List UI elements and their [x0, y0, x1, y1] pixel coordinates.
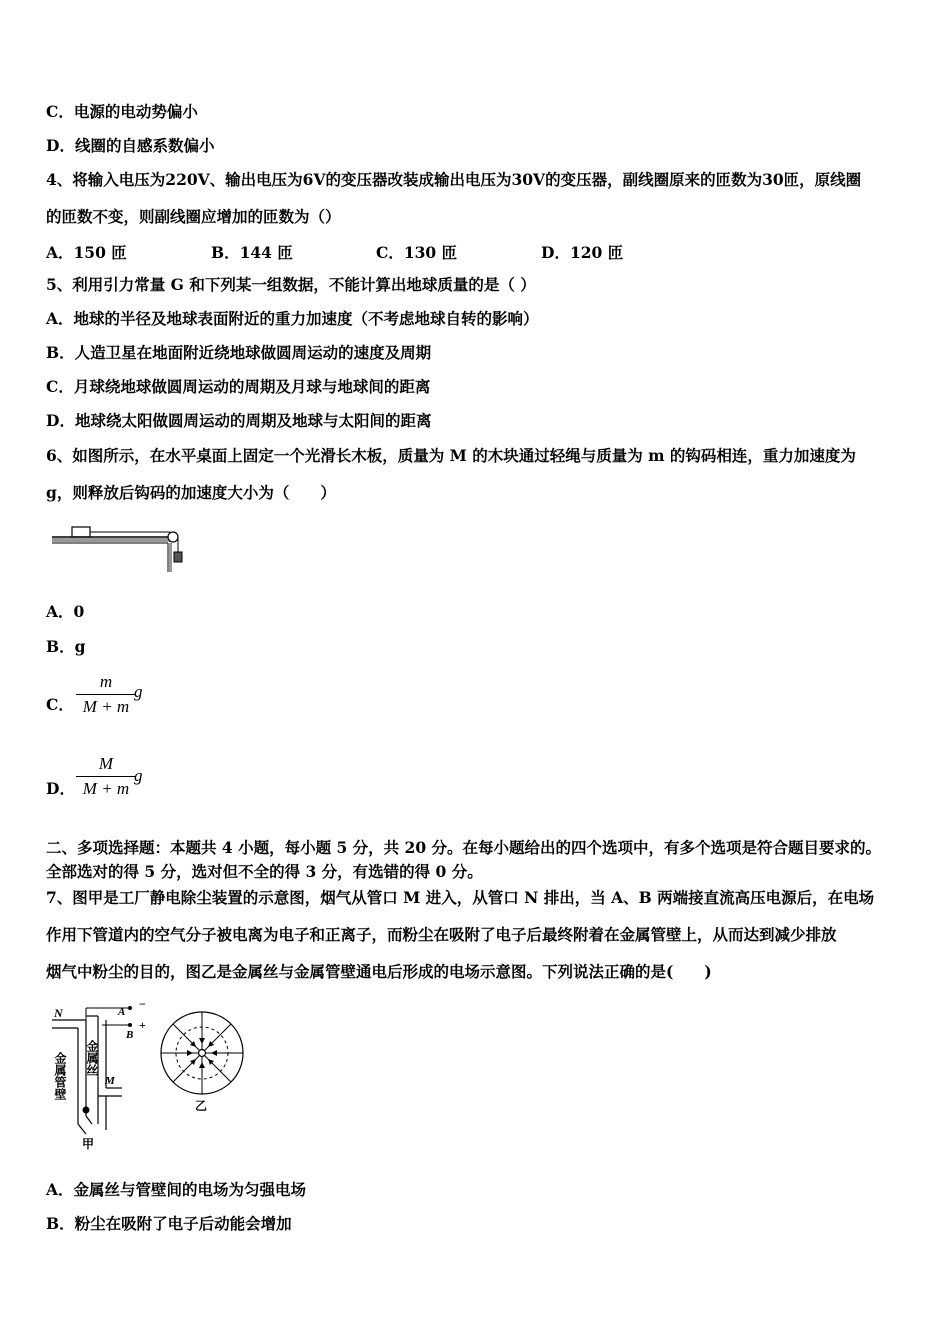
- q4-options: [46, 241, 746, 261]
- label-n: N: [54, 1006, 63, 1020]
- q5-option-c: C．月球绕地球做圆周运动的周期及月球与地球间的距离: [46, 377, 431, 396]
- q6-stem-line1: 6、如图所示，在水平桌面上固定一个光滑长木板，质量为 M 的木块通过轻绳与质量为 m 的钩码相连，重力加速度为: [46, 446, 856, 465]
- wire-weight: [83, 1107, 90, 1114]
- q6-stem-line2: g，则释放后钩码的加速度大小为（ ）: [46, 483, 336, 502]
- q6-option-d-g: g: [134, 766, 143, 785]
- q4-option-d: D．120 匝: [541, 243, 624, 262]
- q7-figure-yi: [155, 1010, 251, 1116]
- q7-option-a: A．金属丝与管壁间的电场为匀强电场: [46, 1180, 307, 1199]
- q4-option-c: C．130 匝: [376, 243, 458, 262]
- wall-label: 金属管壁: [53, 1052, 67, 1100]
- q6-option-c-fraction: [76, 671, 136, 718]
- q6-option-a: A．0: [46, 602, 85, 621]
- q6-option-c-g: g: [134, 682, 143, 701]
- q4-stem-line1: 4、将输入电压为220V、输出电压为6V的变压器改装成输出电压为30V的变压器，副线圈原来的匝数为30匝，原线圈: [46, 170, 862, 189]
- label-plus: +: [139, 1018, 146, 1032]
- label-minus: −: [139, 997, 146, 1011]
- label-a: A: [118, 1006, 126, 1018]
- q4-option-b: B．144 匝: [211, 243, 293, 262]
- label-m: M: [105, 1075, 115, 1087]
- q6-figure: [50, 520, 190, 576]
- q7-stem-line1: 7、图甲是工厂静电除尘装置的示意图，烟气从管口 M 进入，从管口 N 排出，当 A、B 两端接直流高压电源后，在电场: [46, 888, 875, 907]
- q4-option-a: A．150 匝: [46, 243, 127, 262]
- fraction-denominator: M + m: [82, 779, 130, 798]
- q7-stem-line3: 烟气中粉尘的目的，图乙是金属丝与金属管壁通电后形成的电场示意图。下列说法正确的是( ): [46, 962, 712, 981]
- hook-mass: [174, 552, 182, 562]
- label-b: B: [126, 1029, 134, 1041]
- section2-line2: 全部选对的得 5 分，选对但不全的得 3 分，有选错的得 0 分。: [46, 862, 483, 881]
- q3-option-d: D．线圈的自感系数偏小: [46, 136, 215, 155]
- q7-figure-jia: [48, 996, 158, 1154]
- q4-stem-line2: 的匝数不变，则副线圈应增加的匝数为（）: [46, 207, 341, 226]
- q3-option-c: C．电源的电动势偏小: [46, 102, 198, 121]
- q6-option-c-label: C．: [46, 695, 74, 714]
- fraction-numerator: M: [98, 754, 114, 773]
- q6-option-d-fraction: [76, 753, 136, 800]
- wooden-block: [72, 527, 90, 537]
- q7-option-b: B．粉尘在吸附了电子后动能会增加: [46, 1214, 292, 1233]
- q5-option-b: B．人造卫星在地面附近绕地球做圆周运动的速度及周期: [46, 343, 432, 362]
- fraction-denominator: M + m: [82, 697, 130, 716]
- fraction-numerator: m: [99, 672, 113, 691]
- caption-yi: 乙: [195, 1099, 208, 1113]
- q5-option-a: A．地球的半径及地球表面附近的重力加速度（不考虑地球自转的影响）: [46, 309, 539, 328]
- q5-option-d: D．地球绕太阳做圆周运动的周期及地球与太阳间的距离: [46, 411, 432, 430]
- q6-option-d-label: D．: [46, 779, 75, 798]
- wire-label: 金属丝: [85, 1040, 99, 1076]
- q5-stem: 5、利用引力常量 G 和下列某一组数据，不能计算出地球质量的是（ ）: [46, 275, 536, 294]
- section2-line1: 二、多项选择题：本题共 4 小题，每小题 5 分，共 20 分。在每小题给出的四个选项中，有多个选项是符合题目要求的。: [46, 838, 882, 857]
- center-wire: [199, 1050, 206, 1057]
- caption-jia: 甲: [82, 1137, 95, 1151]
- pulley: [168, 532, 178, 542]
- q7-stem-line2: 作用下管道内的空气分子被电离为电子和正离子，而粉尘在吸附了电子后最终附着在金属管壁上，从而达到减少排放: [46, 925, 837, 944]
- q6-option-b: B．g: [46, 637, 86, 656]
